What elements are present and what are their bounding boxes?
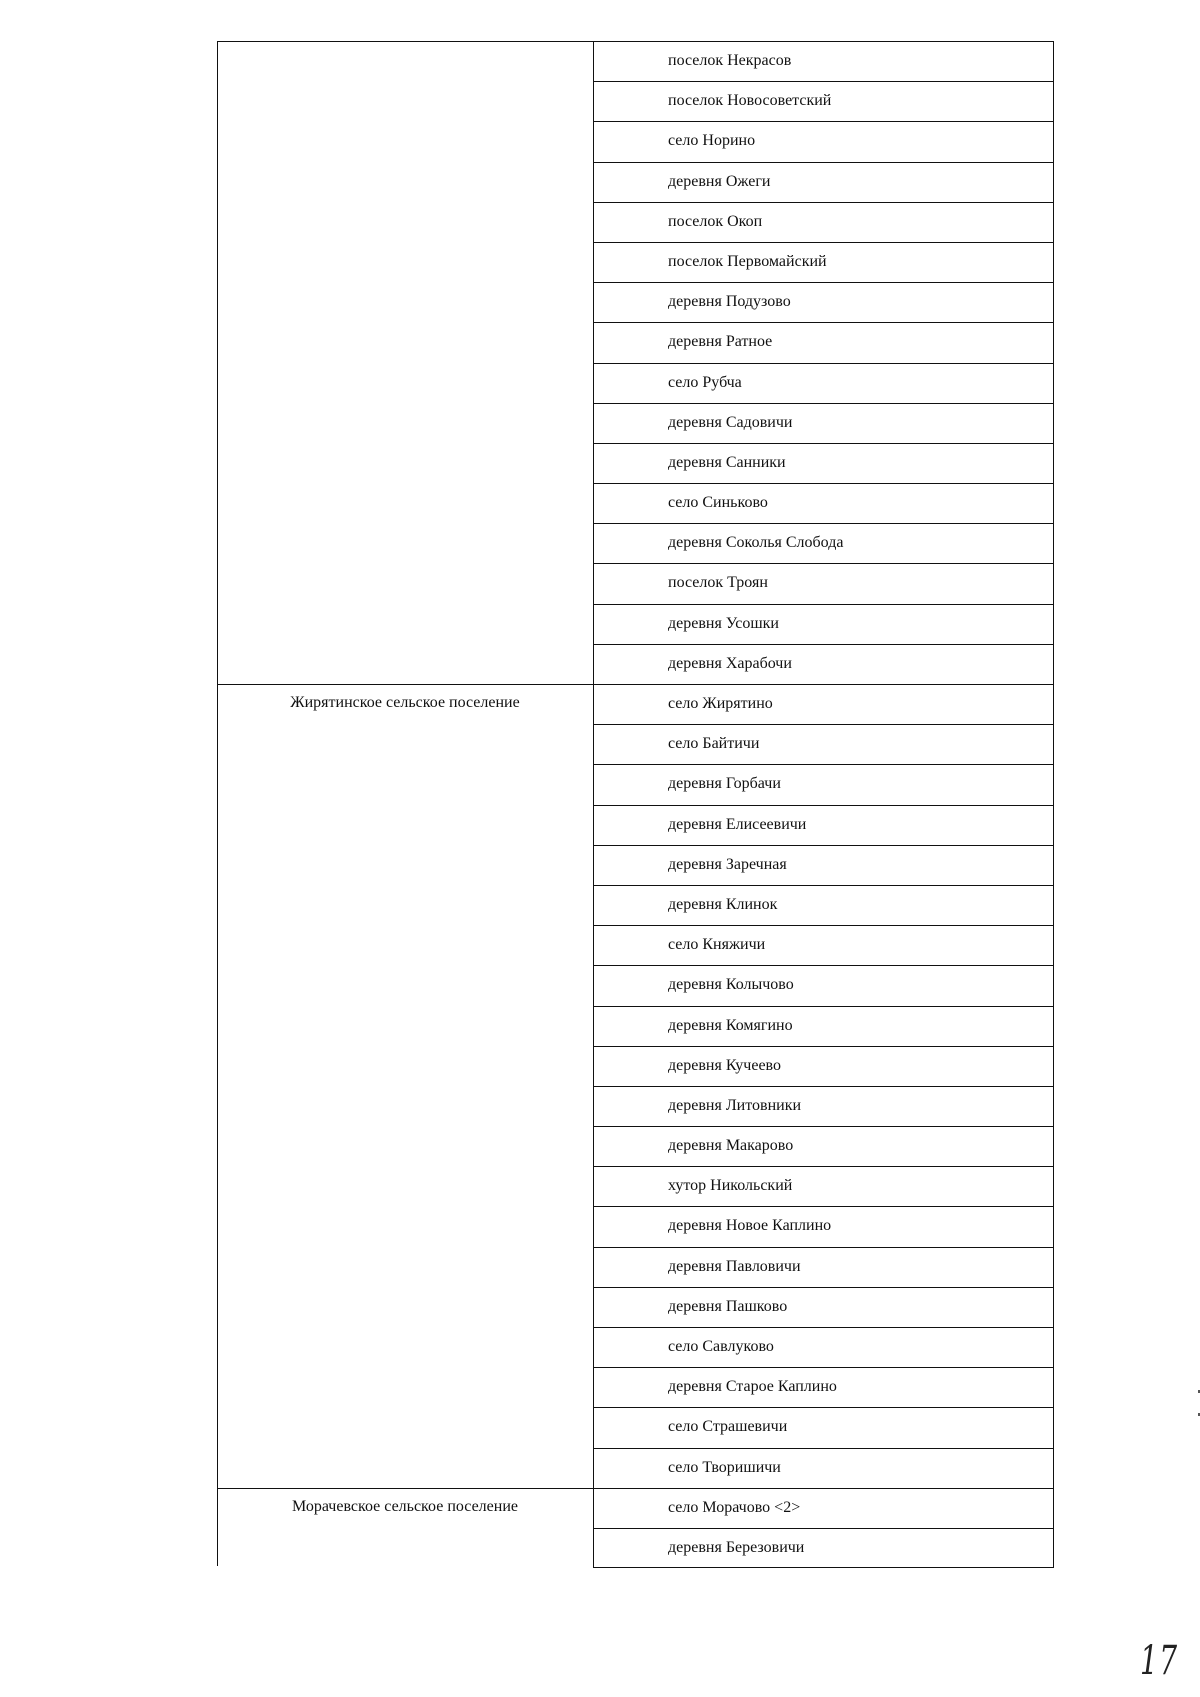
locality-name: село Синьково — [668, 494, 768, 512]
locality-name: село Княжичи — [668, 936, 766, 954]
locality-name: село Жирятино — [668, 695, 773, 712]
locality-row — [593, 1448, 1054, 1488]
left-column-top-border — [217, 41, 593, 42]
locality-name: хутор Никольский — [668, 1177, 793, 1195]
locality-name: поселок Окоп — [668, 212, 763, 230]
locality-row — [593, 684, 1054, 724]
locality-row — [593, 1367, 1054, 1407]
locality-row — [593, 1247, 1054, 1287]
locality-name: село Байтичи — [668, 735, 760, 753]
page-number: 17 — [1140, 1638, 1179, 1684]
locality-name: деревня Горбачи — [668, 775, 781, 793]
locality-name: село Норино — [668, 132, 756, 150]
locality-row — [593, 1126, 1054, 1166]
locality-name: деревня Харабочи — [668, 654, 792, 672]
locality-name: деревня Павловичи — [668, 1257, 801, 1275]
locality-name: село Морачово <2> — [668, 1498, 801, 1516]
locality-row — [593, 563, 1054, 603]
locality-row — [593, 1528, 1054, 1568]
locality-name: деревня Соколья Слобода — [668, 534, 844, 552]
locality-name: деревня Березовичи — [668, 1538, 805, 1556]
locality-name: деревня Подузово — [668, 293, 791, 311]
locality-name: село Страшевичи — [668, 1418, 788, 1436]
group-separator — [217, 684, 593, 685]
locality-row — [593, 41, 1054, 81]
locality-name: деревня Ожеги — [668, 172, 771, 190]
locality-row — [593, 805, 1054, 845]
locality-row — [593, 443, 1054, 483]
locality-name: село Савлуково — [668, 1338, 774, 1355]
locality-row — [593, 604, 1054, 644]
locality-row — [593, 523, 1054, 563]
locality-row — [593, 483, 1054, 523]
locality-name: деревня Новое Каплино — [668, 1217, 832, 1235]
locality-row — [593, 845, 1054, 885]
locality-name: поселок Первомайский — [668, 252, 827, 270]
locality-row — [593, 363, 1054, 403]
locality-row — [593, 403, 1054, 443]
locality-name: деревня Заречная — [668, 855, 787, 873]
locality-row — [593, 202, 1054, 242]
locality-row — [593, 162, 1054, 202]
locality-name: деревня Колычово — [668, 976, 794, 994]
locality-row — [593, 121, 1054, 161]
locality-row — [593, 724, 1054, 764]
locality-row — [593, 885, 1054, 925]
locality-row — [593, 925, 1054, 965]
locality-name: село Творишичи — [668, 1458, 781, 1476]
locality-table — [593, 41, 1054, 1568]
locality-name: деревня Усошки — [668, 614, 779, 632]
locality-row — [593, 1046, 1054, 1086]
locality-name: поселок Новосоветский — [668, 92, 832, 110]
locality-row — [593, 322, 1054, 362]
locality-name: деревня Пашково — [668, 1297, 788, 1315]
locality-name: деревня Комягино — [668, 1016, 793, 1034]
locality-name: деревня Садовичи — [668, 413, 793, 431]
settlement-name: Жирятинское сельское поселение — [290, 694, 520, 712]
locality-row — [593, 1206, 1054, 1246]
locality-name: деревня Старое Каплино — [668, 1378, 837, 1396]
locality-row — [593, 1287, 1054, 1327]
settlement-name: Морачевское сельское поселение — [292, 1498, 518, 1516]
locality-row — [593, 1407, 1054, 1447]
locality-row — [593, 1086, 1054, 1126]
locality-name: деревня Санники — [668, 453, 786, 471]
locality-row — [593, 764, 1054, 804]
locality-name: деревня Елисеевичи — [668, 815, 807, 833]
locality-row — [593, 282, 1054, 322]
locality-name: деревня Кучеево — [668, 1056, 781, 1074]
locality-name: деревня Макарово — [668, 1137, 794, 1155]
locality-row — [593, 1327, 1054, 1367]
locality-name: село Рубча — [668, 373, 742, 391]
locality-row — [593, 1006, 1054, 1046]
locality-name: поселок Некрасов — [668, 52, 792, 69]
locality-row — [593, 1488, 1054, 1528]
locality-name: деревня Литовники — [668, 1096, 802, 1114]
group-separator — [217, 1488, 593, 1489]
locality-name: деревня Клинок — [668, 895, 778, 913]
locality-row — [593, 242, 1054, 282]
locality-row — [593, 644, 1054, 684]
locality-row — [593, 1166, 1054, 1206]
locality-row — [593, 965, 1054, 1005]
locality-name: деревня Ратное — [668, 333, 773, 351]
locality-row — [593, 81, 1054, 121]
locality-name: поселок Троян — [668, 574, 768, 592]
left-column-border — [217, 41, 218, 1566]
